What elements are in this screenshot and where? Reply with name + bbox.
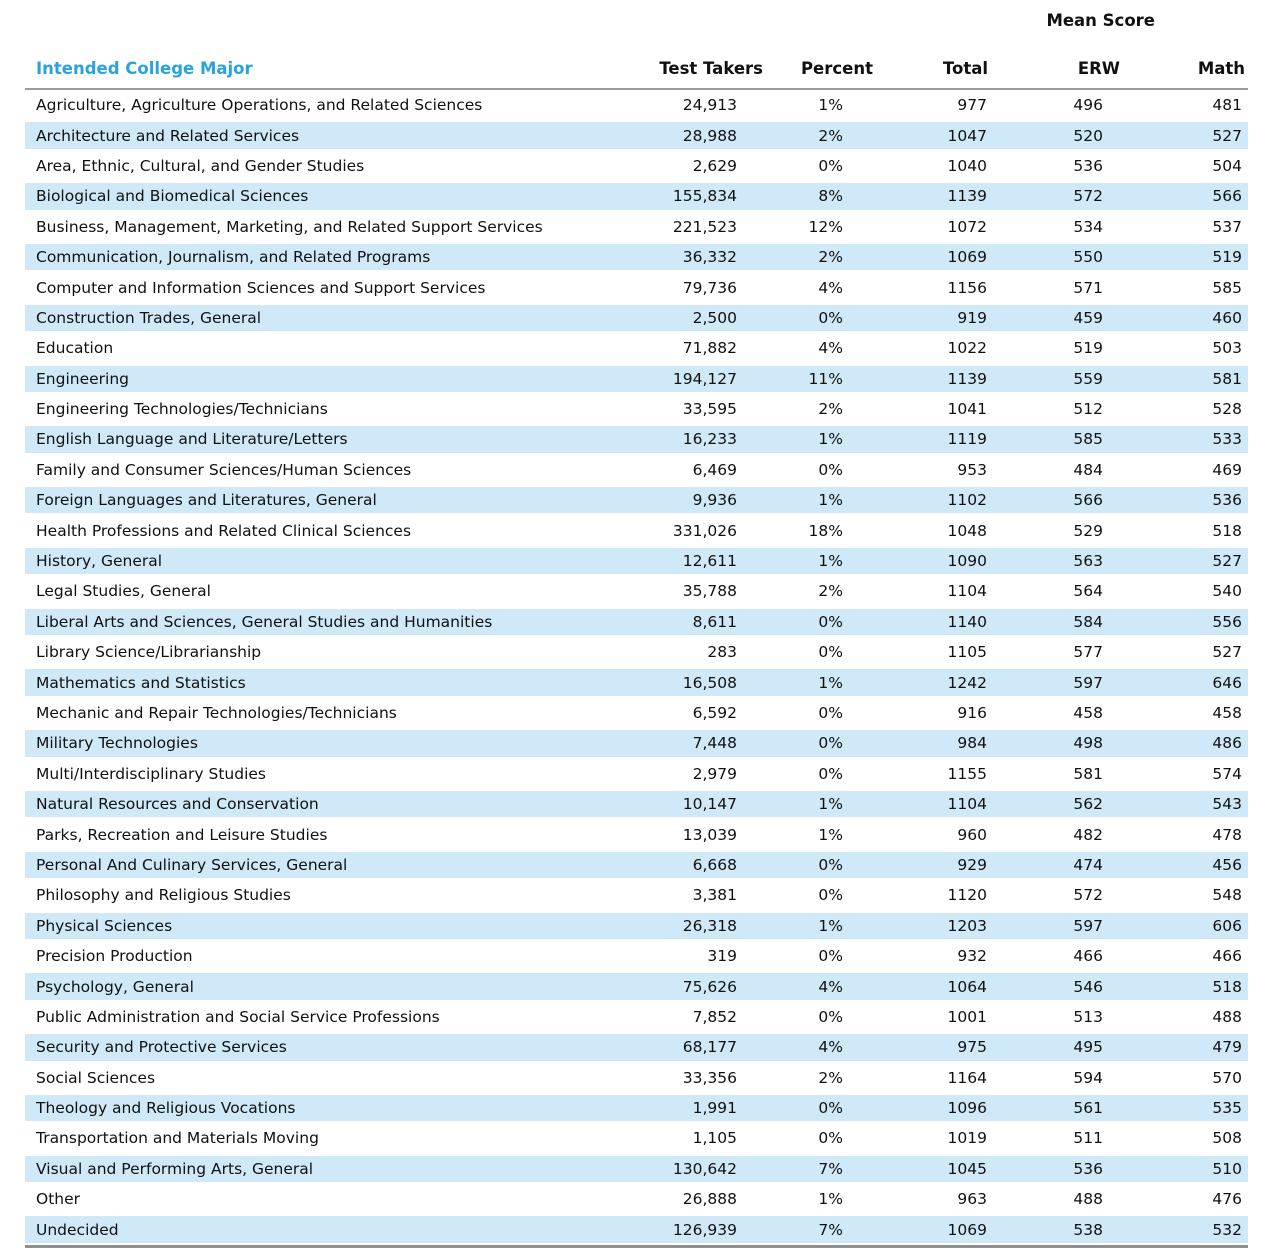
test-takers-cell: 2,500 [625, 303, 763, 333]
test-takers-cell: 3,381 [625, 880, 763, 910]
major-cell: Legal Studies, General [25, 576, 625, 606]
total-cell: 1096 [873, 1093, 988, 1123]
total-cell: 1102 [873, 485, 988, 515]
total-cell: 1040 [873, 151, 988, 181]
percent-cell: 8% [763, 181, 873, 211]
erw-cell: 466 [988, 941, 1120, 971]
erw-cell: 563 [988, 546, 1120, 576]
table-row [25, 1154, 1248, 1184]
percent-cell: 0% [763, 880, 873, 910]
major-cell: Multi/Interdisciplinary Studies [25, 759, 625, 789]
major-cell: Mathematics and Statistics [25, 667, 625, 697]
erw-cell: 581 [988, 759, 1120, 789]
math-cell: 478 [1120, 819, 1248, 849]
major-cell: Health Professions and Related Clinical Sciences [25, 515, 625, 545]
test-takers-cell: 26,318 [625, 911, 763, 941]
math-cell: 488 [1120, 1002, 1248, 1032]
percent-cell: 1% [763, 789, 873, 819]
major-cell: Communication, Journalism, and Related Programs [25, 242, 625, 272]
table-row [25, 759, 1248, 789]
table-row [25, 1002, 1248, 1032]
major-cell: Engineering [25, 364, 625, 394]
total-cell: 932 [873, 941, 988, 971]
major-cell: Mechanic and Repair Technologies/Technicians [25, 698, 625, 728]
erw-cell: 513 [988, 1002, 1120, 1032]
math-cell: 456 [1120, 850, 1248, 880]
major-cell: Computer and Information Sciences and Support Services [25, 272, 625, 302]
major-cell: Area, Ethnic, Cultural, and Gender Studies [25, 151, 625, 181]
major-cell: Parks, Recreation and Leisure Studies [25, 819, 625, 849]
column-header-math: Math [1120, 40, 1248, 90]
major-cell: Public Administration and Social Service Professions [25, 1002, 625, 1032]
header-spacer [25, 0, 873, 40]
total-cell: 1069 [873, 1214, 988, 1244]
erw-cell: 597 [988, 911, 1120, 941]
erw-cell: 511 [988, 1123, 1120, 1153]
test-takers-cell: 1,105 [625, 1123, 763, 1153]
major-cell: Library Science/Librarianship [25, 637, 625, 667]
total-cell: 916 [873, 698, 988, 728]
math-cell: 646 [1120, 667, 1248, 697]
math-cell: 574 [1120, 759, 1248, 789]
total-cell: 1064 [873, 971, 988, 1001]
math-cell: 458 [1120, 698, 1248, 728]
table-row [25, 333, 1248, 363]
test-takers-cell: 7,448 [625, 728, 763, 758]
erw-cell: 534 [988, 212, 1120, 242]
table-row [25, 424, 1248, 454]
test-takers-cell: 2,979 [625, 759, 763, 789]
erw-cell: 546 [988, 971, 1120, 1001]
mean-score-row [25, 0, 1248, 40]
table-row [25, 941, 1248, 971]
percent-cell: 0% [763, 698, 873, 728]
erw-cell: 459 [988, 303, 1120, 333]
total-cell: 1105 [873, 637, 988, 667]
math-cell: 469 [1120, 455, 1248, 485]
test-takers-cell: 126,939 [625, 1214, 763, 1244]
total-cell: 1155 [873, 759, 988, 789]
total-cell: 1090 [873, 546, 988, 576]
percent-cell: 0% [763, 151, 873, 181]
percent-cell: 4% [763, 971, 873, 1001]
erw-cell: 550 [988, 242, 1120, 272]
erw-cell: 484 [988, 455, 1120, 485]
major-cell: Liberal Arts and Sciences, General Studies and Humanities [25, 607, 625, 637]
erw-cell: 496 [988, 90, 1120, 120]
total-cell: 1140 [873, 607, 988, 637]
major-cell: Physical Sciences [25, 911, 625, 941]
total-cell: 984 [873, 728, 988, 758]
math-cell: 503 [1120, 333, 1248, 363]
math-cell: 606 [1120, 911, 1248, 941]
test-takers-cell: 24,913 [625, 90, 763, 120]
test-takers-cell: 33,595 [625, 394, 763, 424]
major-cell: Other [25, 1184, 625, 1214]
erw-cell: 458 [988, 698, 1120, 728]
total-cell: 963 [873, 1184, 988, 1214]
majors-table-wrap [25, 0, 1248, 1248]
major-cell: Precision Production [25, 941, 625, 971]
table-row [25, 1214, 1248, 1244]
total-cell: 977 [873, 90, 988, 120]
total-cell: 1041 [873, 394, 988, 424]
math-cell: 536 [1120, 485, 1248, 515]
percent-cell: 0% [763, 303, 873, 333]
table-row [25, 364, 1248, 394]
major-cell: Transportation and Materials Moving [25, 1123, 625, 1153]
percent-cell: 0% [763, 941, 873, 971]
total-cell: 1203 [873, 911, 988, 941]
test-takers-cell: 2,629 [625, 151, 763, 181]
major-cell: Engineering Technologies/Technicians [25, 394, 625, 424]
math-cell: 535 [1120, 1093, 1248, 1123]
major-cell: Architecture and Related Services [25, 120, 625, 150]
table-row [25, 637, 1248, 667]
erw-cell: 488 [988, 1184, 1120, 1214]
math-cell: 581 [1120, 364, 1248, 394]
math-cell: 585 [1120, 272, 1248, 302]
major-cell: Social Sciences [25, 1063, 625, 1093]
percent-cell: 1% [763, 424, 873, 454]
table-row [25, 789, 1248, 819]
total-cell: 1164 [873, 1063, 988, 1093]
table-row [25, 90, 1248, 120]
test-takers-cell: 33,356 [625, 1063, 763, 1093]
test-takers-cell: 26,888 [625, 1184, 763, 1214]
test-takers-cell: 28,988 [625, 120, 763, 150]
table-row [25, 515, 1248, 545]
test-takers-cell: 75,626 [625, 971, 763, 1001]
major-cell: Biological and Biomedical Sciences [25, 181, 625, 211]
total-cell: 1119 [873, 424, 988, 454]
erw-cell: 519 [988, 333, 1120, 363]
table-row [25, 850, 1248, 880]
total-cell: 1069 [873, 242, 988, 272]
erw-cell: 594 [988, 1063, 1120, 1093]
erw-cell: 520 [988, 120, 1120, 150]
major-cell: Visual and Performing Arts, General [25, 1154, 625, 1184]
table-row [25, 272, 1248, 302]
total-cell: 1072 [873, 212, 988, 242]
table-row [25, 1032, 1248, 1062]
table-row [25, 181, 1248, 211]
math-cell: 466 [1120, 941, 1248, 971]
major-cell: Education [25, 333, 625, 363]
erw-cell: 597 [988, 667, 1120, 697]
math-cell: 460 [1120, 303, 1248, 333]
percent-cell: 0% [763, 759, 873, 789]
math-cell: 518 [1120, 515, 1248, 545]
erw-cell: 562 [988, 789, 1120, 819]
table-row [25, 242, 1248, 272]
total-cell: 953 [873, 455, 988, 485]
percent-cell: 0% [763, 455, 873, 485]
test-takers-cell: 7,852 [625, 1002, 763, 1032]
test-takers-cell: 1,991 [625, 1093, 763, 1123]
column-header-erw: ERW [988, 40, 1120, 90]
percent-cell: 1% [763, 485, 873, 515]
table-row [25, 1093, 1248, 1123]
math-cell: 532 [1120, 1214, 1248, 1244]
major-cell: Personal And Culinary Services, General [25, 850, 625, 880]
erw-cell: 536 [988, 151, 1120, 181]
column-header-row [25, 40, 1248, 90]
erw-cell: 495 [988, 1032, 1120, 1062]
test-takers-cell: 35,788 [625, 576, 763, 606]
math-cell: 519 [1120, 242, 1248, 272]
test-takers-cell: 6,469 [625, 455, 763, 485]
table-body [25, 90, 1248, 1245]
percent-cell: 2% [763, 394, 873, 424]
erw-cell: 482 [988, 819, 1120, 849]
percent-cell: 0% [763, 728, 873, 758]
table-row [25, 120, 1248, 150]
table-row [25, 880, 1248, 910]
total-cell: 1047 [873, 120, 988, 150]
percent-cell: 0% [763, 1123, 873, 1153]
math-cell: 527 [1120, 120, 1248, 150]
math-cell: 537 [1120, 212, 1248, 242]
math-cell: 556 [1120, 607, 1248, 637]
table-row [25, 971, 1248, 1001]
erw-cell: 584 [988, 607, 1120, 637]
column-header-percent: Percent [763, 40, 873, 90]
math-cell: 533 [1120, 424, 1248, 454]
percent-cell: 0% [763, 637, 873, 667]
majors-table [25, 0, 1248, 1245]
percent-cell: 11% [763, 364, 873, 394]
total-cell: 975 [873, 1032, 988, 1062]
math-cell: 479 [1120, 1032, 1248, 1062]
erw-cell: 572 [988, 181, 1120, 211]
erw-cell: 561 [988, 1093, 1120, 1123]
major-cell: Philosophy and Religious Studies [25, 880, 625, 910]
percent-cell: 7% [763, 1154, 873, 1184]
percent-cell: 1% [763, 819, 873, 849]
erw-cell: 577 [988, 637, 1120, 667]
table-row [25, 212, 1248, 242]
erw-cell: 474 [988, 850, 1120, 880]
total-cell: 1139 [873, 181, 988, 211]
table-row [25, 728, 1248, 758]
table-row [25, 1063, 1248, 1093]
table-header [25, 0, 1248, 90]
test-takers-cell: 79,736 [625, 272, 763, 302]
math-cell: 566 [1120, 181, 1248, 211]
major-cell: Undecided [25, 1214, 625, 1244]
total-cell: 1045 [873, 1154, 988, 1184]
test-takers-cell: 71,882 [625, 333, 763, 363]
percent-cell: 1% [763, 546, 873, 576]
test-takers-cell: 13,039 [625, 819, 763, 849]
major-cell: Family and Consumer Sciences/Human Sciences [25, 455, 625, 485]
percent-cell: 0% [763, 1002, 873, 1032]
test-takers-cell: 194,127 [625, 364, 763, 394]
total-cell: 1001 [873, 1002, 988, 1032]
major-cell: Theology and Religious Vocations [25, 1093, 625, 1123]
math-cell: 486 [1120, 728, 1248, 758]
percent-cell: 7% [763, 1214, 873, 1244]
percent-cell: 1% [763, 90, 873, 120]
table-row [25, 546, 1248, 576]
test-takers-cell: 36,332 [625, 242, 763, 272]
erw-cell: 538 [988, 1214, 1120, 1244]
erw-cell: 585 [988, 424, 1120, 454]
total-cell: 1242 [873, 667, 988, 697]
math-cell: 528 [1120, 394, 1248, 424]
table-row [25, 455, 1248, 485]
percent-cell: 2% [763, 576, 873, 606]
percent-cell: 0% [763, 607, 873, 637]
total-cell: 960 [873, 819, 988, 849]
math-cell: 527 [1120, 637, 1248, 667]
major-cell: Security and Protective Services [25, 1032, 625, 1062]
percent-cell: 12% [763, 212, 873, 242]
table-row [25, 576, 1248, 606]
percent-cell: 1% [763, 911, 873, 941]
total-cell: 1048 [873, 515, 988, 545]
percent-cell: 18% [763, 515, 873, 545]
table-row [25, 394, 1248, 424]
test-takers-cell: 155,834 [625, 181, 763, 211]
math-cell: 508 [1120, 1123, 1248, 1153]
total-cell: 1019 [873, 1123, 988, 1153]
column-header-total: Total [873, 40, 988, 90]
test-takers-cell: 319 [625, 941, 763, 971]
erw-cell: 572 [988, 880, 1120, 910]
table-row [25, 911, 1248, 941]
percent-cell: 2% [763, 242, 873, 272]
test-takers-cell: 221,523 [625, 212, 763, 242]
table-row [25, 151, 1248, 181]
math-cell: 540 [1120, 576, 1248, 606]
math-cell: 548 [1120, 880, 1248, 910]
table-row [25, 819, 1248, 849]
table-row [25, 1184, 1248, 1214]
major-cell: Agriculture, Agriculture Operations, and Related Sciences [25, 90, 625, 120]
percent-cell: 4% [763, 333, 873, 363]
table-row [25, 1123, 1248, 1153]
percent-cell: 0% [763, 1093, 873, 1123]
test-takers-cell: 10,147 [625, 789, 763, 819]
percent-cell: 2% [763, 1063, 873, 1093]
math-cell: 504 [1120, 151, 1248, 181]
erw-cell: 529 [988, 515, 1120, 545]
table-row [25, 698, 1248, 728]
test-takers-cell: 6,668 [625, 850, 763, 880]
major-cell: Natural Resources and Conservation [25, 789, 625, 819]
percent-cell: 0% [763, 850, 873, 880]
percent-cell: 1% [763, 1184, 873, 1214]
test-takers-cell: 9,936 [625, 485, 763, 515]
test-takers-cell: 331,026 [625, 515, 763, 545]
total-cell: 1120 [873, 880, 988, 910]
total-cell: 1022 [873, 333, 988, 363]
erw-cell: 559 [988, 364, 1120, 394]
math-cell: 481 [1120, 90, 1248, 120]
test-takers-cell: 16,233 [625, 424, 763, 454]
erw-cell: 536 [988, 1154, 1120, 1184]
major-cell: Foreign Languages and Literatures, General [25, 485, 625, 515]
test-takers-cell: 12,611 [625, 546, 763, 576]
table-row [25, 303, 1248, 333]
erw-cell: 564 [988, 576, 1120, 606]
table-row [25, 667, 1248, 697]
math-cell: 527 [1120, 546, 1248, 576]
table-row [25, 607, 1248, 637]
mean-score-group-header: Mean Score [1046, 10, 1156, 30]
test-takers-cell: 130,642 [625, 1154, 763, 1184]
math-cell: 543 [1120, 789, 1248, 819]
major-cell: History, General [25, 546, 625, 576]
math-cell: 570 [1120, 1063, 1248, 1093]
test-takers-cell: 283 [625, 637, 763, 667]
percent-cell: 1% [763, 667, 873, 697]
total-cell: 1104 [873, 576, 988, 606]
test-takers-cell: 6,592 [625, 698, 763, 728]
total-cell: 1156 [873, 272, 988, 302]
test-takers-cell: 68,177 [625, 1032, 763, 1062]
major-cell: Psychology, General [25, 971, 625, 1001]
erw-cell: 566 [988, 485, 1120, 515]
table-row [25, 485, 1248, 515]
erw-cell: 512 [988, 394, 1120, 424]
major-cell: Military Technologies [25, 728, 625, 758]
test-takers-cell: 16,508 [625, 667, 763, 697]
total-cell: 1139 [873, 364, 988, 394]
erw-cell: 498 [988, 728, 1120, 758]
total-cell: 919 [873, 303, 988, 333]
percent-cell: 2% [763, 120, 873, 150]
math-cell: 510 [1120, 1154, 1248, 1184]
column-header-test-takers: Test Takers [625, 40, 763, 90]
major-cell: English Language and Literature/Letters [25, 424, 625, 454]
erw-cell: 571 [988, 272, 1120, 302]
test-takers-cell: 8,611 [625, 607, 763, 637]
math-cell: 476 [1120, 1184, 1248, 1214]
major-cell: Construction Trades, General [25, 303, 625, 333]
math-cell: 518 [1120, 971, 1248, 1001]
percent-cell: 4% [763, 272, 873, 302]
column-header-intended-college-major: Intended College Major [25, 40, 625, 90]
major-cell: Business, Management, Marketing, and Related Support Services [25, 212, 625, 242]
table-bottom-rule [25, 1245, 1248, 1248]
total-cell: 929 [873, 850, 988, 880]
total-cell: 1104 [873, 789, 988, 819]
percent-cell: 4% [763, 1032, 873, 1062]
